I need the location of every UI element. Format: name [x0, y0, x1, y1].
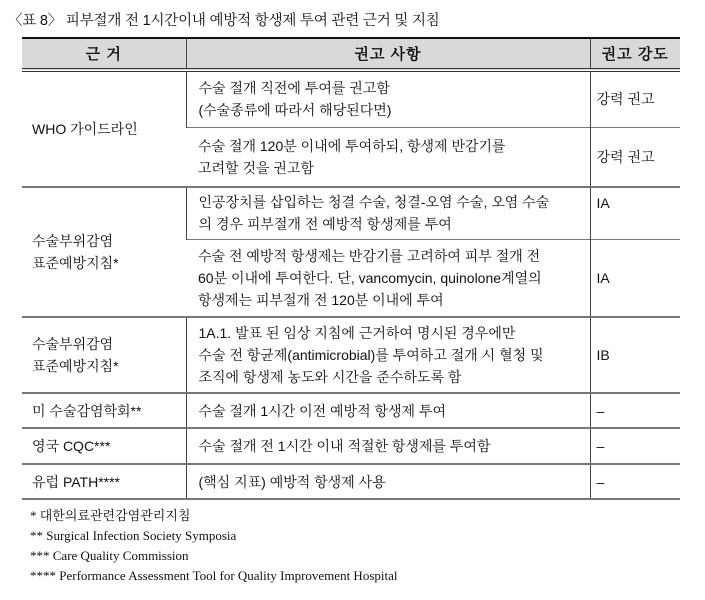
footnote: * 대한의료관련감염관리지침 [30, 508, 191, 523]
basis-cell [22, 317, 186, 393]
line: 수술 절개 120분 이내에 투여하되, 항생제 반감기를 [198, 137, 506, 154]
strength-cell: 강력 권고 [590, 127, 680, 187]
line: 1A.1. 발표 된 임상 지침에 근거하여 명시된 경우에만 [198, 325, 516, 341]
line: 표준예방지침* [32, 255, 119, 271]
footnote: *** Care Quality Commission [30, 548, 189, 563]
recommendation-cell: 수술 절개 1시간 이전 예방적 항생제 투여 [186, 393, 590, 428]
strength-cell: – [590, 393, 680, 428]
basis-cell: WHO 가이드라인 [22, 70, 186, 187]
recommendation-cell [186, 127, 590, 187]
table-row [22, 187, 680, 239]
line: 수술부위감염 [32, 233, 114, 249]
recommendation-cell [186, 317, 590, 393]
line: 항생제는 피부절개 전 120분 이내에 투여 [198, 291, 444, 308]
basis-cell: 미 수술감염학회** [22, 393, 186, 428]
table-row [22, 428, 680, 464]
line: 조직에 항생제 농도와 시간을 준수하도록 함 [198, 369, 462, 385]
header-strength: 권고 강도 [590, 38, 680, 70]
header-basis: 근 거 [22, 38, 186, 70]
table-row [22, 464, 680, 499]
guideline-table [22, 37, 680, 500]
recommendation-cell [186, 239, 590, 317]
header-recommendation: 권고 사항 [186, 38, 590, 70]
line: 수술 절개 직전에 투여를 권고함 [198, 80, 390, 97]
strength-cell: – [590, 464, 680, 499]
table-caption: 〈표 8〉 피부절개 전 1시간이내 예방적 항생제 투여 관련 근거 및 지침 [8, 13, 440, 29]
footnotes [30, 506, 397, 586]
recommendation-cell [186, 70, 590, 127]
table-row [22, 393, 680, 428]
strength-cell: 강력 권고 [590, 70, 680, 127]
line: 60분 이내에 투여한다. 단, vancomycin, quinolone계열의 [198, 269, 542, 286]
footnote: **** Performance Assessment Tool for Quality Improvement Hospital [30, 568, 398, 583]
line: 인공장치를 삽입하는 청결 수술, 청결-오염 수술, 오염 수술 [198, 194, 550, 211]
recommendation-cell: (핵심 지표) 예방적 항생제 사용 [186, 464, 590, 499]
strength-cell: – [590, 428, 680, 464]
basis-cell: 영국 CQC*** [22, 428, 186, 464]
footnote: ** Surgical Infection Society Symposia [30, 528, 237, 543]
line: 의 경우 피부절개 전 예방적 항생제를 투여 [198, 216, 452, 233]
line: 수술 전 예방적 항생제는 반감기를 고려하여 피부 절개 전 [198, 247, 541, 264]
line: 수술부위감염 [32, 336, 114, 352]
table-row [22, 317, 680, 393]
line: 표준예방지침* [32, 358, 119, 374]
recommendation-cell [186, 187, 590, 239]
line: 고려할 것을 권고함 [198, 159, 314, 176]
strength-cell: IA [590, 239, 680, 317]
recommendation-cell: 수술 절개 전 1시간 이내 적절한 항생제를 투여함 [186, 428, 590, 464]
basis-cell: 유럽 PATH**** [22, 464, 186, 499]
table-row [22, 70, 680, 127]
header-row [22, 38, 680, 70]
line: 수술 전 항균제(antimicrobial)를 투여하고 절개 시 혈청 및 [198, 347, 544, 363]
strength-cell: IB [590, 317, 680, 393]
basis-cell [22, 187, 186, 317]
strength-cell: IA [590, 187, 680, 239]
line: (수술종류에 따라서 해당된다면) [198, 102, 392, 119]
